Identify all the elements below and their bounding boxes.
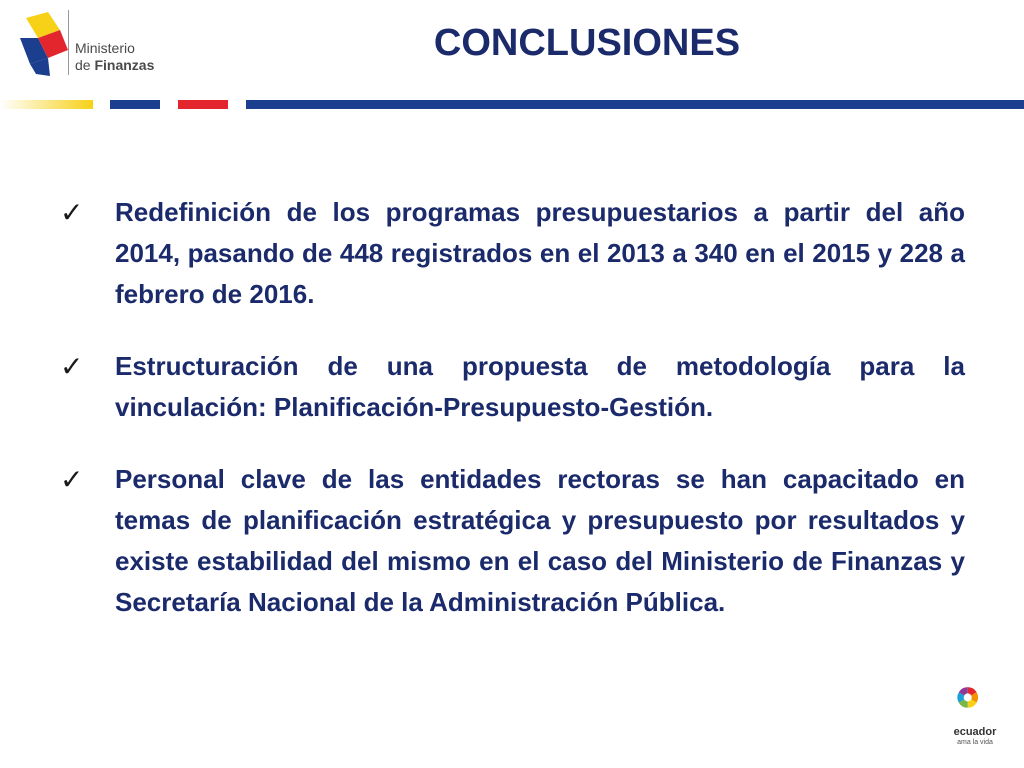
ecuador-logo-tagline: ama la vida [957, 739, 993, 746]
list-item [60, 459, 965, 623]
logo-line2: de Finanzas [75, 57, 155, 73]
list-item [60, 346, 965, 428]
list-item-text: Personal clave de las entidades rectoras se han capacitado en temas de planificación estratégica y presupuesto por resultados y existe estabilidad del mismo en el caso del Ministerio de Finanzas y Secretaría Nacional de la Administración Pública. [115, 464, 965, 617]
blue-bar-short [110, 100, 160, 109]
yellow-bar [0, 100, 93, 109]
blue-bar-long [246, 100, 1024, 109]
ecuador-logo-name: ecuador [953, 726, 997, 738]
checkmark-icon: ✓ [60, 350, 84, 383]
checkmark-icon: ✓ [60, 463, 84, 496]
logo-line1: Ministerio [75, 40, 135, 56]
checkmark-icon: ✓ [60, 196, 84, 229]
ecuador-flower-icon [950, 686, 998, 726]
conclusions-list [60, 192, 965, 654]
list-item-text: Estructuración de una propuesta de metodología para la vinculación: Planificación-Presupuesto-Gestión. [115, 351, 965, 422]
page-title: CONCLUSIONES [433, 22, 741, 64]
list-item [60, 192, 965, 315]
list-item-text: Redefinición de los programas presupuestarios a partir del año 2014, pasando de 448 registrados en el 2013 a 340 en el 2015 y 228 a febrero de 2016. [115, 197, 965, 309]
red-bar [178, 100, 228, 109]
